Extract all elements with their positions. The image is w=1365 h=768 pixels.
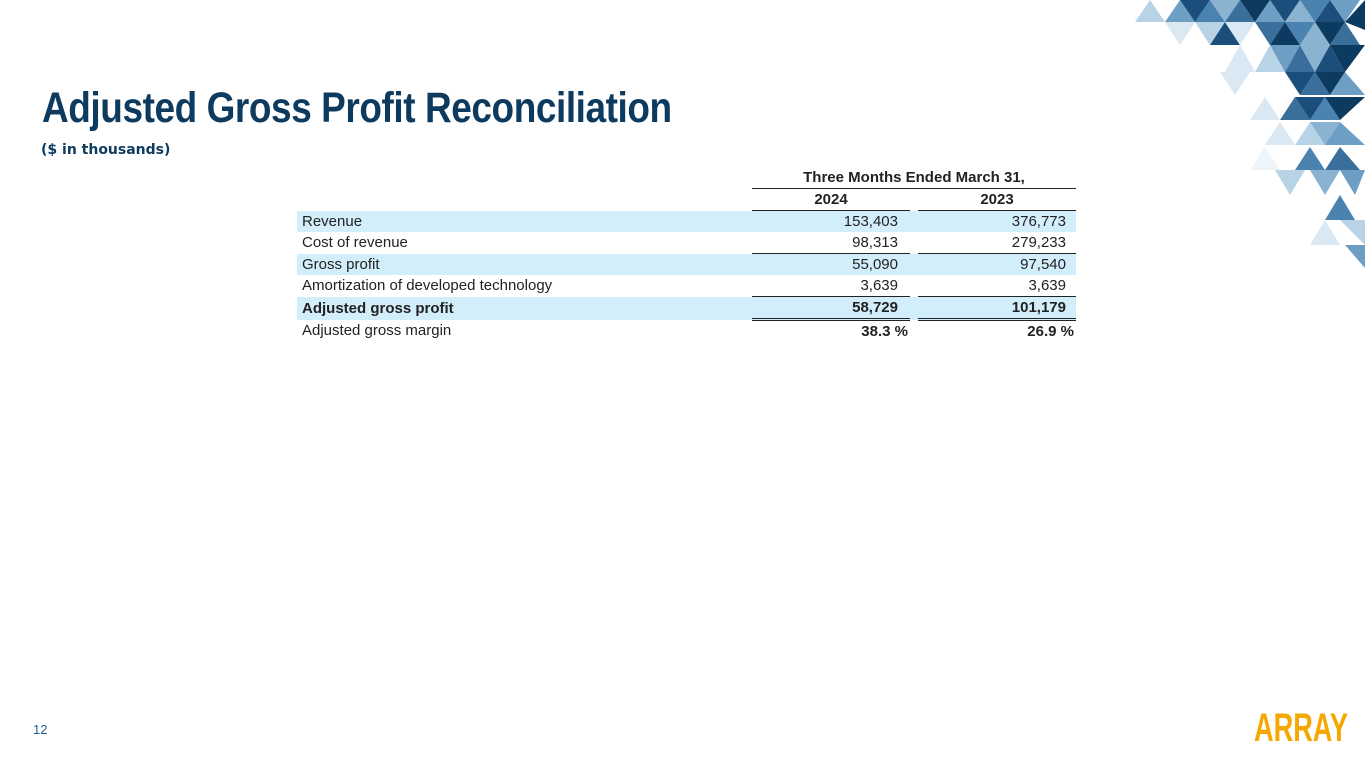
units-subtitle: ($ in thousands)	[41, 142, 171, 158]
table-row	[297, 232, 1076, 254]
row-label: Revenue	[297, 211, 752, 233]
row-label: Gross profit	[297, 254, 752, 276]
value-2024: 153,403	[752, 211, 910, 233]
row-label: Adjusted gross margin	[302, 322, 452, 340]
reconciliation-table	[297, 166, 1076, 342]
value-2024: 55,090	[752, 254, 910, 276]
row-label: Adjusted gross profit	[297, 297, 752, 320]
value-2023: 101,179	[918, 297, 1076, 320]
value-2023: 26.9 %	[918, 320, 1076, 343]
array-logo	[1254, 707, 1350, 745]
table-row	[297, 297, 1076, 320]
value-2024: 98,313	[852, 234, 898, 251]
value-2024: 3,639	[860, 277, 898, 294]
table-row	[297, 211, 1076, 233]
value-2023: 279,233	[1011, 234, 1066, 251]
table-row	[297, 320, 1076, 343]
value-2023: 97,540	[918, 254, 1076, 276]
value-2023: 376,773	[918, 211, 1076, 233]
page-title: Adjusted Gross Profit Reconciliation	[42, 84, 672, 132]
row-label: Amortization of developed technology	[302, 277, 553, 295]
row-label: Cost of revenue	[302, 234, 408, 252]
value-2024: 58,729	[752, 297, 910, 320]
period-header: Three Months Ended March 31,	[752, 166, 1076, 189]
triangle-pattern-decoration	[1120, 0, 1365, 270]
value-2024: 38.3 %	[752, 320, 910, 343]
page-number: 12	[33, 722, 48, 737]
table-row	[297, 254, 1076, 276]
year-header-2023: 2023	[918, 189, 1076, 211]
value-2023: 3,639	[1028, 277, 1066, 294]
logo-text: ARRAY	[1254, 707, 1349, 745]
year-header-2024: 2024	[752, 189, 910, 211]
table-header-period	[297, 166, 1076, 189]
table-header-years	[297, 189, 1076, 211]
table-row	[297, 275, 1076, 297]
